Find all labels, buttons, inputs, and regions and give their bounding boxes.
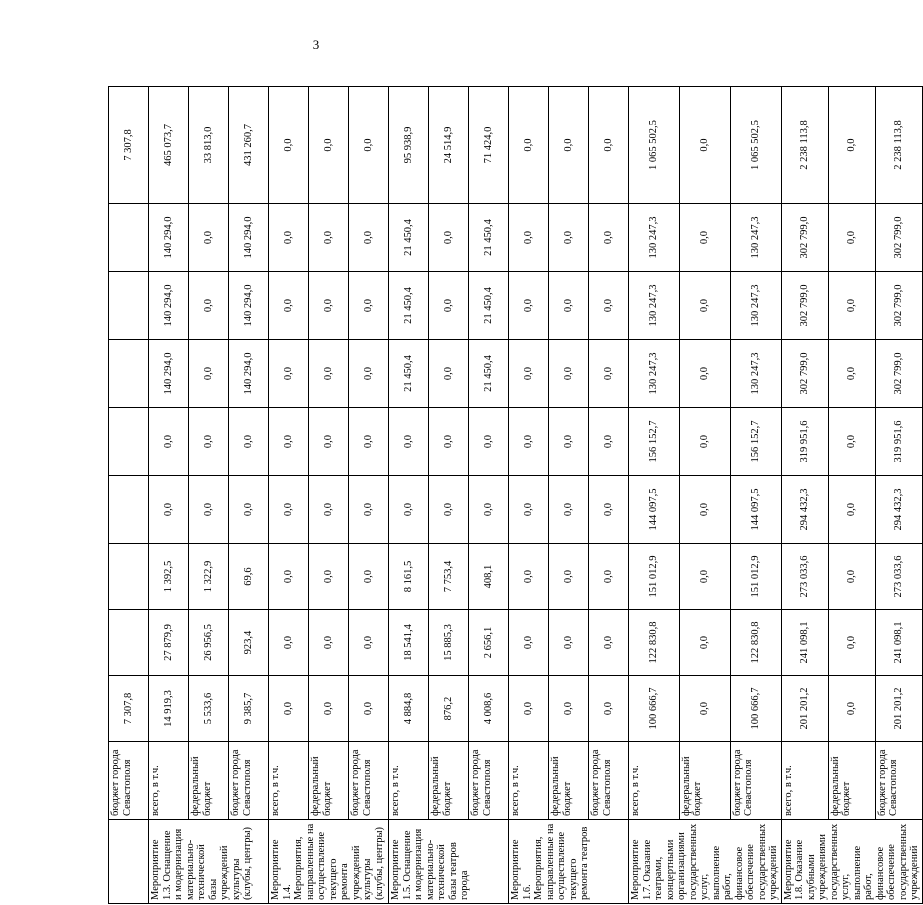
table-row (469, 87, 509, 904)
value-cell: 0,0 (549, 476, 589, 544)
value-cell: 151 012,9 (629, 544, 680, 610)
value-cell: 302 799,0 (781, 204, 828, 272)
value-cell: 122 830,8 (629, 610, 680, 676)
value-cell: 130 247,3 (730, 204, 781, 272)
value-cell: 302 799,0 (875, 340, 922, 408)
event-name-cell: Мероприятие 1.4. Мероприятия, направленные на осуществление текущего ремонта учреждений культуры (клубы, центры) (269, 820, 389, 904)
table-row (389, 87, 429, 904)
event-name-cell: Мероприятие 1.8. Оказание клубными учреждениями государственных услуг, выполнение работ, финансовое обеспечение государственных учреждений (781, 820, 922, 904)
value-cell: 0,0 (309, 476, 349, 544)
value-cell: 0,0 (509, 272, 549, 340)
value-cell: 0,0 (509, 408, 549, 476)
value-cell: 33 813,0 (189, 87, 229, 204)
value-cell: 0,0 (679, 610, 730, 676)
value-cell: 0,0 (429, 340, 469, 408)
value-cell: 0,0 (679, 408, 730, 476)
value-cell: 0,0 (589, 408, 629, 476)
value-cell: 241 098,1 (781, 610, 828, 676)
value-cell: 100 666,7 (629, 676, 680, 742)
value-cell: 0,0 (469, 408, 509, 476)
table-row (349, 87, 389, 904)
value-cell: 319 951,6 (875, 408, 922, 476)
value-cell: 431 260,7 (229, 87, 269, 204)
value-cell: 876,2 (429, 676, 469, 742)
value-cell: 0,0 (679, 544, 730, 610)
value-cell: 14 919,3 (149, 676, 189, 742)
value-cell: 302 799,0 (875, 204, 922, 272)
funding-source-cell: федеральный бюджет (429, 742, 469, 820)
table-row (109, 87, 149, 904)
value-cell: 130 247,3 (730, 340, 781, 408)
value-cell: 0,0 (679, 676, 730, 742)
value-cell: 26 956,5 (189, 610, 229, 676)
value-cell: 0,0 (589, 204, 629, 272)
value-cell: 0,0 (189, 204, 229, 272)
value-cell: 0,0 (828, 204, 875, 272)
table-row (549, 87, 589, 904)
value-cell: 0,0 (349, 87, 389, 204)
value-cell: 0,0 (589, 340, 629, 408)
value-cell: 0,0 (589, 676, 629, 742)
value-cell: 0,0 (349, 476, 389, 544)
value-cell: 0,0 (679, 204, 730, 272)
value-cell: 21 450,4 (389, 340, 429, 408)
value-cell: 302 799,0 (875, 272, 922, 340)
value-cell: 0,0 (189, 408, 229, 476)
value-cell: 2 238 113,8 (781, 87, 828, 204)
value-cell: 0,0 (269, 204, 309, 272)
value-cell: 0,0 (549, 676, 589, 742)
value-cell: 0,0 (549, 408, 589, 476)
value-cell: 7 307,8 (109, 87, 149, 204)
event-name-cell: Мероприятие 1.7. Оказание театрами, концертными организациями государственных услуг, выполнение работ, финансовое обеспечение государственных учреждений (629, 820, 782, 904)
value-cell: 1 065 502,5 (629, 87, 680, 204)
value-cell: 0,0 (229, 476, 269, 544)
value-cell: 4 008,6 (469, 676, 509, 742)
value-cell: 0,0 (828, 272, 875, 340)
value-cell: 100 666,7 (730, 676, 781, 742)
value-cell: 0,0 (269, 476, 309, 544)
value-cell: 1 392,5 (149, 544, 189, 610)
table-row (229, 87, 269, 904)
value-cell: 0,0 (429, 272, 469, 340)
value-cell: 0,0 (469, 476, 509, 544)
value-cell: 0,0 (509, 676, 549, 742)
value-cell: 0,0 (269, 87, 309, 204)
value-cell: 0,0 (589, 610, 629, 676)
value-cell: 0,0 (309, 204, 349, 272)
value-cell: 0,0 (229, 408, 269, 476)
value-cell: 4 884,8 (389, 676, 429, 742)
value-cell: 69,6 (229, 544, 269, 610)
funding-source-cell: бюджет города Севастополя (349, 742, 389, 820)
value-cell: 0,0 (429, 476, 469, 544)
value-cell: 0,0 (309, 610, 349, 676)
funding-source-cell: всего, в т.ч. (509, 742, 549, 820)
value-cell: 15 885,3 (429, 610, 469, 676)
value-cell: 0,0 (269, 272, 309, 340)
value-cell: 21 450,4 (389, 272, 429, 340)
value-cell: 0,0 (589, 87, 629, 204)
value-cell: 0,0 (309, 340, 349, 408)
value-cell: 0,0 (589, 476, 629, 544)
value-cell: 156 152,7 (629, 408, 680, 476)
value-cell: 140 294,0 (149, 272, 189, 340)
value-cell: 1 322,9 (189, 544, 229, 610)
value-cell: 5 533,6 (189, 676, 229, 742)
value-cell (109, 272, 149, 340)
value-cell: 0,0 (309, 676, 349, 742)
funding-source-cell: федеральный бюджет (549, 742, 589, 820)
value-cell: 0,0 (549, 204, 589, 272)
value-cell: 7 753,4 (429, 544, 469, 610)
value-cell: 0,0 (828, 340, 875, 408)
value-cell: 0,0 (429, 204, 469, 272)
value-cell: 140 294,0 (229, 340, 269, 408)
funding-source-cell: всего, в т.ч. (629, 742, 680, 820)
value-cell: 273 033,6 (781, 544, 828, 610)
value-cell: 0,0 (349, 204, 389, 272)
funding-source-cell: бюджет города Севастополя (229, 742, 269, 820)
table-row (429, 87, 469, 904)
value-cell: 0,0 (389, 476, 429, 544)
value-cell: 0,0 (828, 87, 875, 204)
value-cell: 0,0 (509, 544, 549, 610)
value-cell: 0,0 (549, 544, 589, 610)
value-cell: 319 951,6 (781, 408, 828, 476)
value-cell: 7 307,8 (109, 676, 149, 742)
value-cell (109, 544, 149, 610)
value-cell: 0,0 (349, 272, 389, 340)
value-cell: 0,0 (828, 544, 875, 610)
value-cell: 21 450,4 (469, 204, 509, 272)
value-cell: 140 294,0 (149, 340, 189, 408)
value-cell: 2 238 113,8 (875, 87, 922, 204)
value-cell: 0,0 (349, 676, 389, 742)
value-cell: 201 201,2 (781, 676, 828, 742)
value-cell: 0,0 (309, 87, 349, 204)
value-cell: 0,0 (549, 610, 589, 676)
value-cell: 0,0 (349, 610, 389, 676)
table-row (589, 87, 629, 904)
value-cell: 0,0 (679, 272, 730, 340)
table-row (309, 87, 349, 904)
value-cell: 140 294,0 (149, 204, 189, 272)
value-cell: 130 247,3 (629, 204, 680, 272)
funding-source-cell: всего, в т.ч. (269, 742, 309, 820)
table-row (828, 87, 875, 904)
value-cell: 0,0 (269, 340, 309, 408)
value-cell: 0,0 (549, 87, 589, 204)
funding-source-cell: бюджет города Севастополя (589, 742, 629, 820)
funding-source-cell: всего, в т.ч. (781, 742, 828, 820)
value-cell: 0,0 (679, 87, 730, 204)
event-name-cell: Мероприятие 1.6. Мероприятия, направленные на осуществление текущего ремонта театров (509, 820, 629, 904)
value-cell: 130 247,3 (629, 340, 680, 408)
table-row (875, 87, 922, 904)
page-number: 3 (312, 37, 320, 52)
funding-table (108, 86, 923, 904)
value-cell: 0,0 (509, 204, 549, 272)
value-cell: 151 012,9 (730, 544, 781, 610)
value-cell: 0,0 (269, 408, 309, 476)
event-name-cell: Мероприятие 1.3. Оснащение и модернизация материально-технической базы учреждений культуры (клубы, центры) (149, 820, 269, 904)
value-cell: 0,0 (309, 272, 349, 340)
value-cell: 144 097,5 (730, 476, 781, 544)
value-cell: 0,0 (149, 408, 189, 476)
value-cell: 0,0 (509, 87, 549, 204)
value-cell: 0,0 (349, 408, 389, 476)
value-cell: 0,0 (309, 544, 349, 610)
value-cell: 156 152,7 (730, 408, 781, 476)
value-cell: 0,0 (429, 408, 469, 476)
value-cell: 0,0 (549, 340, 589, 408)
value-cell: 241 098,1 (875, 610, 922, 676)
value-cell: 0,0 (509, 610, 549, 676)
value-cell: 71 424,0 (469, 87, 509, 204)
value-cell: 21 450,4 (469, 272, 509, 340)
table-row (679, 87, 730, 904)
table-row (269, 87, 309, 904)
value-cell: 0,0 (509, 340, 549, 408)
funding-source-cell: бюджет города Севастополя (109, 742, 149, 820)
value-cell: 0,0 (269, 610, 309, 676)
value-cell: 144 097,5 (629, 476, 680, 544)
value-cell (109, 476, 149, 544)
value-cell: 130 247,3 (730, 272, 781, 340)
value-cell: 2 656,1 (469, 610, 509, 676)
funding-source-cell: федеральный бюджет (828, 742, 875, 820)
value-cell: 8 161,5 (389, 544, 429, 610)
value-cell: 273 033,6 (875, 544, 922, 610)
value-cell: 0,0 (309, 408, 349, 476)
value-cell: 294 432,3 (875, 476, 922, 544)
value-cell: 0,0 (589, 544, 629, 610)
value-cell: 27 879,9 (149, 610, 189, 676)
value-cell: 302 799,0 (781, 340, 828, 408)
value-cell (109, 408, 149, 476)
value-cell: 0,0 (189, 272, 229, 340)
value-cell: 24 514,9 (429, 87, 469, 204)
value-cell: 0,0 (828, 476, 875, 544)
value-cell (109, 204, 149, 272)
value-cell: 0,0 (389, 408, 429, 476)
value-cell: 0,0 (828, 408, 875, 476)
value-cell: 95 938,9 (389, 87, 429, 204)
funding-source-cell: бюджет города Севастополя (469, 742, 509, 820)
funding-source-cell: бюджет города Севастополя (730, 742, 781, 820)
event-name-cell: Мероприятие 1.5. Оснащение и модернизация материально-технической базы театров города (389, 820, 509, 904)
value-cell: 0,0 (549, 272, 589, 340)
value-cell: 0,0 (679, 476, 730, 544)
value-cell: 0,0 (509, 476, 549, 544)
funding-source-cell: федеральный бюджет (679, 742, 730, 820)
value-cell: 140 294,0 (229, 272, 269, 340)
funding-table-body (109, 87, 923, 904)
value-cell: 0,0 (189, 476, 229, 544)
funding-source-cell: всего, в т.ч. (149, 742, 189, 820)
funding-source-cell: федеральный бюджет (189, 742, 229, 820)
value-cell: 0,0 (349, 544, 389, 610)
event-name-cell (109, 820, 149, 904)
value-cell: 130 247,3 (629, 272, 680, 340)
value-cell: 0,0 (828, 676, 875, 742)
value-cell: 0,0 (269, 676, 309, 742)
value-cell: 0,0 (149, 476, 189, 544)
value-cell: 0,0 (589, 272, 629, 340)
value-cell: 923,4 (229, 610, 269, 676)
value-cell: 0,0 (679, 340, 730, 408)
value-cell (109, 610, 149, 676)
funding-source-cell: всего, в т.ч. (389, 742, 429, 820)
table-row (149, 87, 189, 904)
rotated-table-container (108, 87, 920, 904)
table-row (781, 87, 828, 904)
value-cell: 465 073,7 (149, 87, 189, 204)
value-cell: 0,0 (349, 340, 389, 408)
value-cell: 294 432,3 (781, 476, 828, 544)
value-cell: 18 541,4 (389, 610, 429, 676)
funding-source-cell: бюджет города Севастополя (875, 742, 922, 820)
value-cell: 21 450,4 (389, 204, 429, 272)
table-row (189, 87, 229, 904)
funding-source-cell: федеральный бюджет (309, 742, 349, 820)
value-cell: 0,0 (269, 544, 309, 610)
value-cell: 1 065 502,5 (730, 87, 781, 204)
table-row (629, 87, 680, 904)
value-cell: 21 450,4 (469, 340, 509, 408)
value-cell (109, 340, 149, 408)
value-cell: 9 385,7 (229, 676, 269, 742)
value-cell: 302 799,0 (781, 272, 828, 340)
table-row (509, 87, 549, 904)
value-cell: 140 294,0 (229, 204, 269, 272)
value-cell: 122 830,8 (730, 610, 781, 676)
table-row (730, 87, 781, 904)
value-cell: 0,0 (828, 610, 875, 676)
value-cell: 201 201,2 (875, 676, 922, 742)
value-cell: 408,1 (469, 544, 509, 610)
value-cell: 0,0 (189, 340, 229, 408)
